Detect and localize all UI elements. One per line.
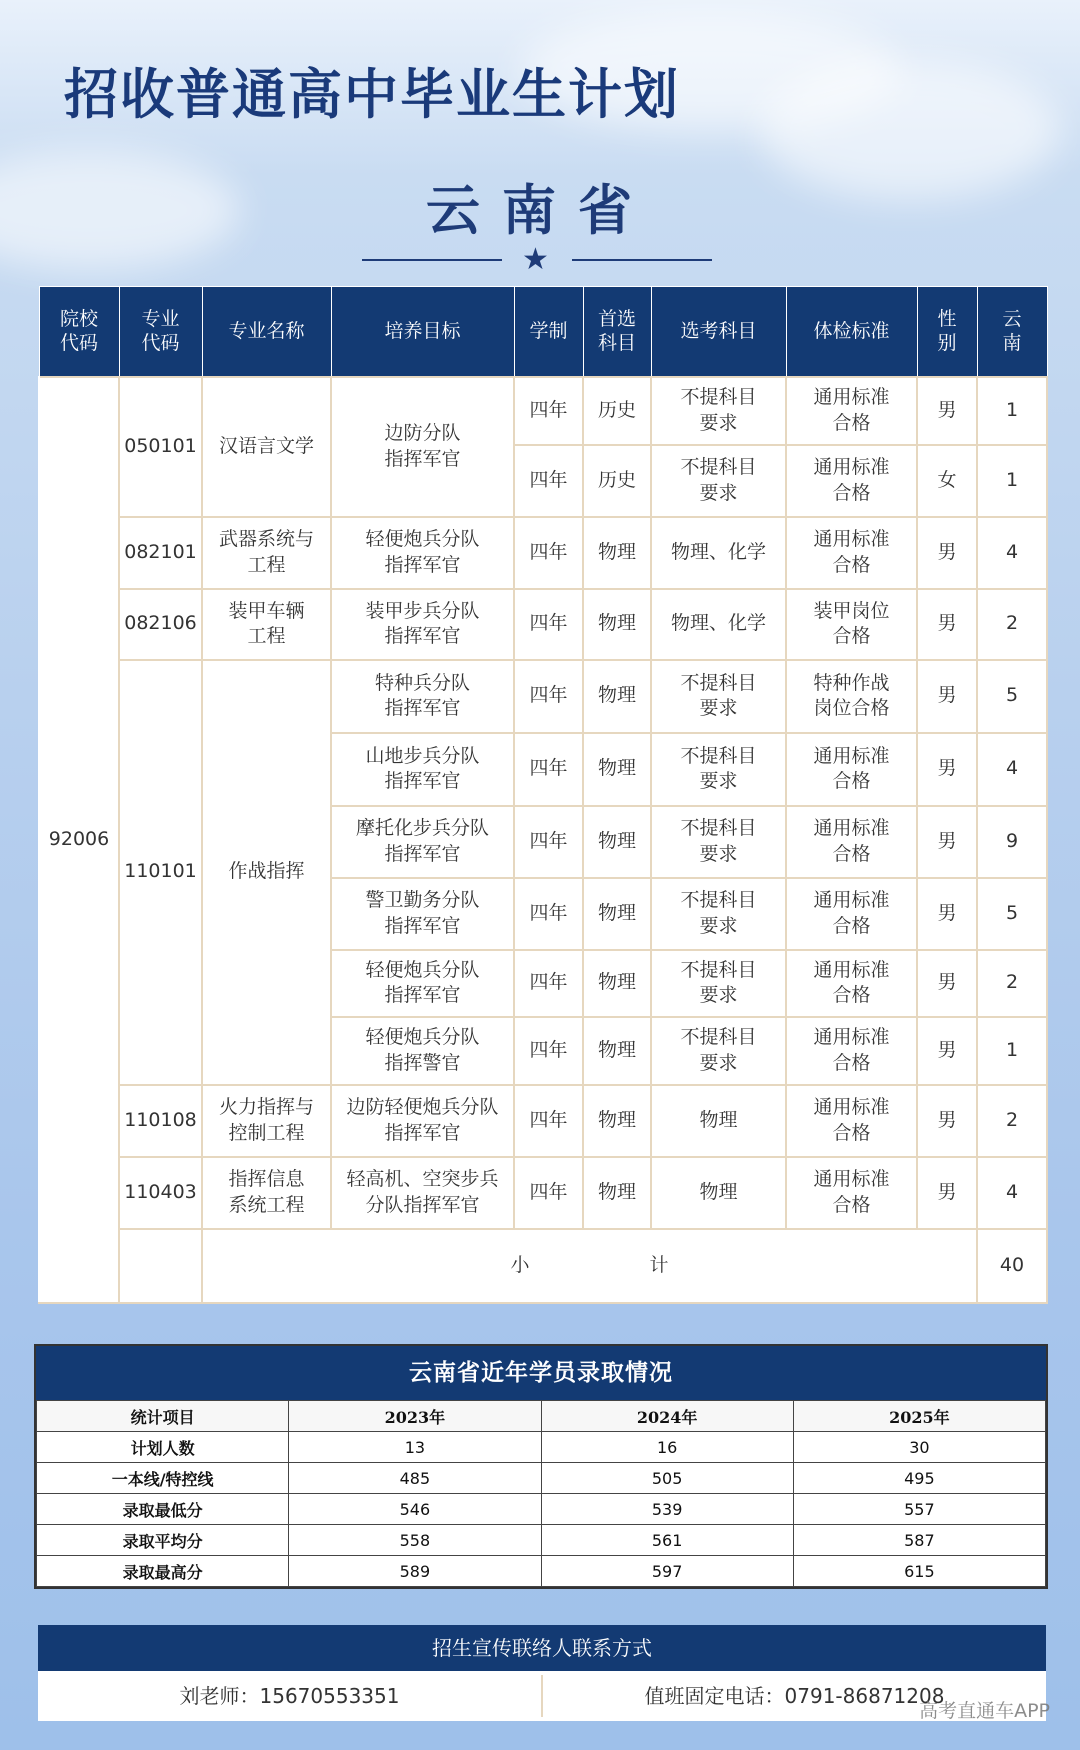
duration-cell: 四年 <box>514 589 583 660</box>
school-code-cell: 92006 <box>39 377 119 1303</box>
duration-cell: 四年 <box>514 950 583 1017</box>
gender-cell: 男 <box>917 1157 977 1229</box>
subtotal-label-part: 小 <box>510 1253 530 1276</box>
quota-cell: 4 <box>977 1157 1047 1229</box>
contact-person: 刘老师：15670553351 <box>179 1684 400 1708</box>
major-name-cell: 装甲车辆 工程 <box>202 589 331 660</box>
elective-subject-cell: 不提科目 要求 <box>651 660 786 733</box>
empty-cell <box>119 1229 202 1303</box>
page-title: 招收普通高中毕业生计划 <box>64 62 680 126</box>
subtotal-value: 40 <box>977 1229 1047 1303</box>
first-subject-cell: 物理 <box>583 660 651 733</box>
stat-value-cell: 495 <box>793 1463 1045 1494</box>
enrollment-plan-table <box>38 286 1048 1304</box>
physical-standard-cell: 通用标准 合格 <box>786 517 917 589</box>
table-row <box>37 1494 1046 1525</box>
table-row <box>39 660 1047 733</box>
star-icon: ★ <box>522 242 549 277</box>
training-target-cell: 轻便炮兵分队 指挥军官 <box>331 517 514 589</box>
table-row <box>39 1157 1047 1229</box>
first-subject-cell: 物理 <box>583 1017 651 1085</box>
table-row <box>37 1432 1046 1463</box>
training-target-cell: 摩托化步兵分队 指挥军官 <box>331 806 514 878</box>
stat-value-cell: 539 <box>541 1494 793 1525</box>
quota-cell: 1 <box>977 377 1047 445</box>
title-divider <box>362 242 712 277</box>
table-row <box>39 517 1047 589</box>
training-target-cell: 警卫勤务分队 指挥军官 <box>331 878 514 950</box>
elective-subject-cell: 不提科目 要求 <box>651 878 786 950</box>
major-name-cell: 武器系统与 工程 <box>202 517 331 589</box>
duration-cell: 四年 <box>514 377 583 445</box>
column-header: 2023年 <box>289 1401 541 1432</box>
stat-value-cell: 589 <box>289 1556 541 1587</box>
stat-value-cell: 558 <box>289 1525 541 1556</box>
table-row <box>37 1525 1046 1556</box>
stat-label-cell: 录取平均分 <box>37 1525 289 1556</box>
duration-cell: 四年 <box>514 1085 583 1157</box>
table-row <box>39 589 1047 660</box>
table-row <box>39 1085 1047 1157</box>
column-header: 专业名称 <box>202 287 331 377</box>
elective-subject-cell: 物理 <box>651 1157 786 1229</box>
physical-standard-cell: 通用标准 合格 <box>786 445 917 517</box>
duration-cell: 四年 <box>514 1157 583 1229</box>
duration-cell: 四年 <box>514 445 583 517</box>
gender-cell: 男 <box>917 377 977 445</box>
subtotal-label <box>202 1229 977 1303</box>
stat-label-cell: 一本线/特控线 <box>37 1463 289 1494</box>
physical-standard-cell: 装甲岗位 合格 <box>786 589 917 660</box>
column-header: 体检标准 <box>786 287 917 377</box>
physical-standard-cell: 通用标准 合格 <box>786 878 917 950</box>
elective-subject-cell: 物理 <box>651 1085 786 1157</box>
stat-value-cell: 505 <box>541 1463 793 1494</box>
column-header: 学制 <box>514 287 583 377</box>
column-header: 统计项目 <box>37 1401 289 1432</box>
first-subject-cell: 物理 <box>583 1085 651 1157</box>
column-header: 选考科目 <box>651 287 786 377</box>
column-header: 云 南 <box>977 287 1047 377</box>
duration-cell: 四年 <box>514 517 583 589</box>
physical-standard-cell: 通用标准 合格 <box>786 1017 917 1085</box>
major-name-cell: 指挥信息 系统工程 <box>202 1157 331 1229</box>
physical-standard-cell: 通用标准 合格 <box>786 950 917 1017</box>
training-target-cell: 轻高机、空突步兵 分队指挥军官 <box>331 1157 514 1229</box>
stat-label-cell: 录取最低分 <box>37 1494 289 1525</box>
subtotal-label-part: 计 <box>649 1253 669 1276</box>
quota-cell: 2 <box>977 950 1047 1017</box>
gender-cell: 男 <box>917 1085 977 1157</box>
column-header: 院校 代码 <box>39 287 119 377</box>
quota-cell: 1 <box>977 445 1047 517</box>
contact-title: 招生宣传联络人联系方式 <box>38 1625 1046 1671</box>
gender-cell: 男 <box>917 660 977 733</box>
physical-standard-cell: 通用标准 合格 <box>786 733 917 806</box>
stat-value-cell: 615 <box>793 1556 1045 1587</box>
physical-standard-cell: 通用标准 合格 <box>786 377 917 445</box>
elective-subject-cell: 不提科目 要求 <box>651 445 786 517</box>
major-code-cell: 110101 <box>119 660 202 1085</box>
quota-cell: 5 <box>977 878 1047 950</box>
column-header: 培养目标 <box>331 287 514 377</box>
column-header: 性 别 <box>917 287 977 377</box>
stat-value-cell: 30 <box>793 1432 1045 1463</box>
column-header: 首选 科目 <box>583 287 651 377</box>
elective-subject-cell: 不提科目 要求 <box>651 377 786 445</box>
major-name-cell: 火力指挥与 控制工程 <box>202 1085 331 1157</box>
gender-cell: 男 <box>917 517 977 589</box>
elective-subject-cell: 不提科目 要求 <box>651 806 786 878</box>
gender-cell: 男 <box>917 733 977 806</box>
duration-cell: 四年 <box>514 878 583 950</box>
major-name-cell: 汉语言文学 <box>202 377 331 517</box>
first-subject-cell: 物理 <box>583 806 651 878</box>
first-subject-cell: 物理 <box>583 950 651 1017</box>
stat-value-cell: 557 <box>793 1494 1045 1525</box>
training-target-cell: 边防轻便炮兵分队 指挥军官 <box>331 1085 514 1157</box>
stat-value-cell: 587 <box>793 1525 1045 1556</box>
admission-stats-table <box>36 1400 1046 1587</box>
quota-cell: 1 <box>977 1017 1047 1085</box>
admission-stats-section <box>34 1344 1048 1589</box>
stat-label-cell: 计划人数 <box>37 1432 289 1463</box>
table-row <box>39 377 1047 445</box>
gender-cell: 男 <box>917 878 977 950</box>
first-subject-cell: 物理 <box>583 589 651 660</box>
quota-cell: 2 <box>977 589 1047 660</box>
physical-standard-cell: 通用标准 合格 <box>786 1157 917 1229</box>
training-target-cell: 山地步兵分队 指挥军官 <box>331 733 514 806</box>
table-row <box>37 1463 1046 1494</box>
duration-cell: 四年 <box>514 1017 583 1085</box>
column-header: 2024年 <box>541 1401 793 1432</box>
duration-cell: 四年 <box>514 806 583 878</box>
major-name-cell: 作战指挥 <box>202 660 331 1085</box>
quota-cell: 9 <box>977 806 1047 878</box>
major-code-cell: 050101 <box>119 377 202 517</box>
column-header: 专业 代码 <box>119 287 202 377</box>
physical-standard-cell: 特种作战 岗位合格 <box>786 660 917 733</box>
gender-cell: 女 <box>917 445 977 517</box>
column-header: 2025年 <box>793 1401 1045 1432</box>
stat-value-cell: 485 <box>289 1463 541 1494</box>
first-subject-cell: 物理 <box>583 1157 651 1229</box>
physical-standard-cell: 通用标准 合格 <box>786 1085 917 1157</box>
duration-cell: 四年 <box>514 733 583 806</box>
first-subject-cell: 物理 <box>583 733 651 806</box>
first-subject-cell: 历史 <box>583 377 651 445</box>
major-code-cell: 082106 <box>119 589 202 660</box>
stat-value-cell: 16 <box>541 1432 793 1463</box>
gender-cell: 男 <box>917 806 977 878</box>
training-target-cell: 轻便炮兵分队 指挥军官 <box>331 950 514 1017</box>
major-code-cell: 082101 <box>119 517 202 589</box>
gender-cell: 男 <box>917 1017 977 1085</box>
gender-cell: 男 <box>917 950 977 1017</box>
table-row <box>37 1556 1046 1587</box>
elective-subject-cell: 不提科目 要求 <box>651 1017 786 1085</box>
stat-value-cell: 13 <box>289 1432 541 1463</box>
watermark: 高考直通车APP <box>919 1700 1050 1722</box>
duty-phone: 值班固定电话：0791-86871208 <box>644 1684 945 1708</box>
first-subject-cell: 历史 <box>583 445 651 517</box>
stat-value-cell: 597 <box>541 1556 793 1587</box>
duration-cell: 四年 <box>514 660 583 733</box>
training-target-cell: 边防分队 指挥军官 <box>331 377 514 517</box>
divider-line <box>572 259 712 261</box>
first-subject-cell: 物理 <box>583 517 651 589</box>
major-code-cell: 110403 <box>119 1157 202 1229</box>
stats-title: 云南省近年学员录取情况 <box>36 1346 1046 1400</box>
quota-cell: 4 <box>977 517 1047 589</box>
first-subject-cell: 物理 <box>583 878 651 950</box>
physical-standard-cell: 通用标准 合格 <box>786 806 917 878</box>
quota-cell: 4 <box>977 733 1047 806</box>
quota-cell: 5 <box>977 660 1047 733</box>
stats-header-row <box>37 1401 1046 1432</box>
elective-subject-cell: 物理、化学 <box>651 517 786 589</box>
gender-cell: 男 <box>917 589 977 660</box>
contact-info <box>38 1671 1046 1721</box>
training-target-cell: 轻便炮兵分队 指挥警官 <box>331 1017 514 1085</box>
subtotal-row <box>39 1229 1047 1303</box>
stat-value-cell: 561 <box>541 1525 793 1556</box>
quota-cell: 2 <box>977 1085 1047 1157</box>
province-heading: 云南省 <box>426 178 654 242</box>
stat-label-cell: 录取最高分 <box>37 1556 289 1587</box>
elective-subject-cell: 不提科目 要求 <box>651 733 786 806</box>
training-target-cell: 装甲步兵分队 指挥军官 <box>331 589 514 660</box>
major-code-cell: 110108 <box>119 1085 202 1157</box>
elective-subject-cell: 物理、化学 <box>651 589 786 660</box>
training-target-cell: 特种兵分队 指挥军官 <box>331 660 514 733</box>
divider-line <box>362 259 502 261</box>
stat-value-cell: 546 <box>289 1494 541 1525</box>
elective-subject-cell: 不提科目 要求 <box>651 950 786 1017</box>
